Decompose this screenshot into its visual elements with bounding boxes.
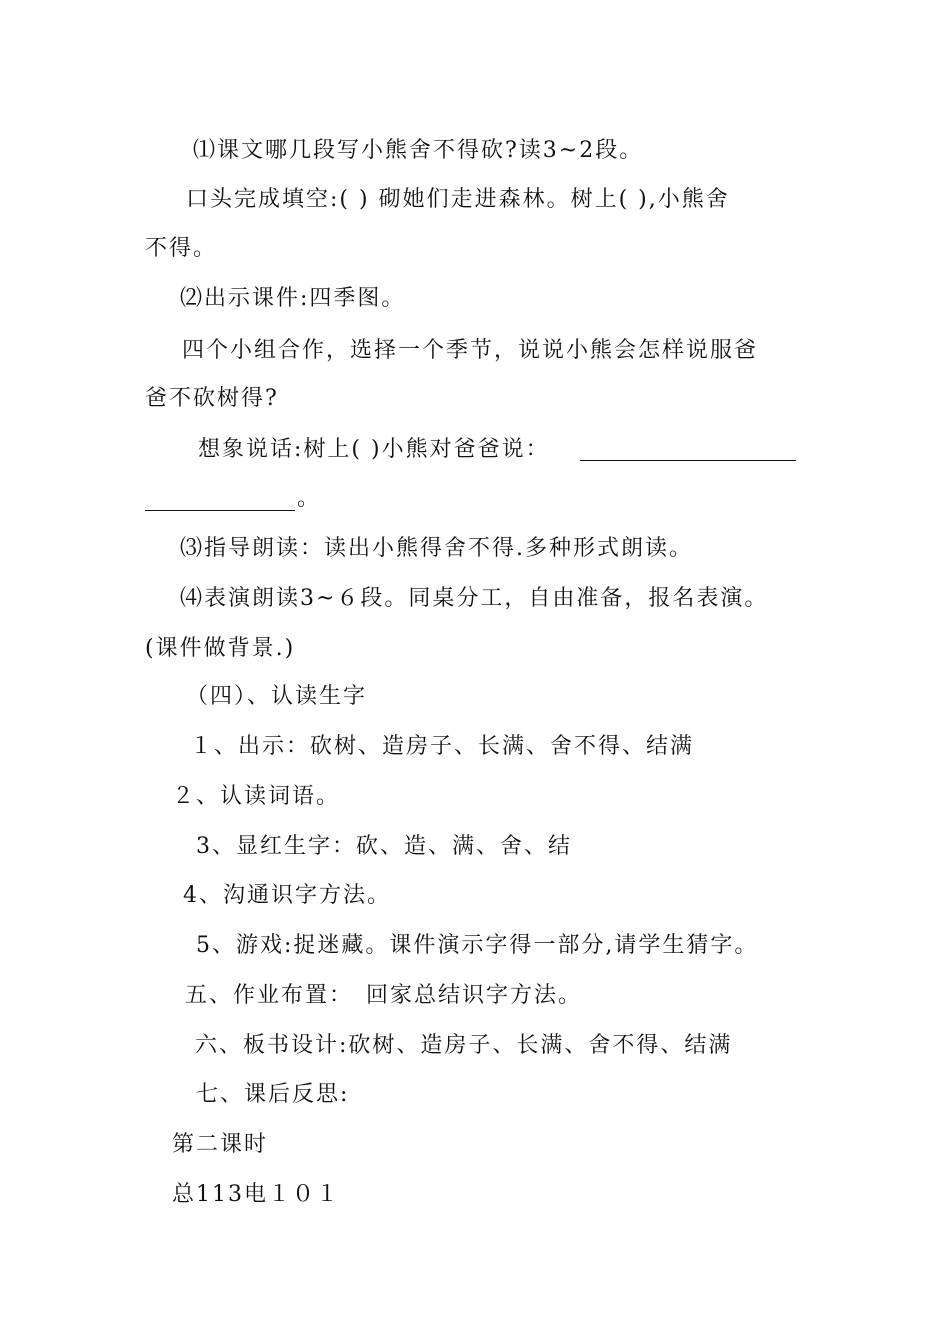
text-line: 第二课时	[172, 1132, 269, 1157]
text-line: 五、作业布置： 回家总结识字方法。	[185, 983, 583, 1008]
text-line: 总113电１０１	[172, 1182, 340, 1207]
text-line: ⑵出示课件:四季图。	[180, 286, 406, 311]
text-line	[198, 435, 550, 465]
text-line: 4、沟通识字方法。	[183, 883, 391, 908]
text-line: ２、认读词语。	[172, 784, 341, 809]
text-line: 口头完成填空:( ) 砌她们走进森林。树上( ),小熊舍	[186, 187, 730, 212]
text-line: 六、板书设计:砍树、造房子、长满、舍不得、结满	[195, 1033, 733, 1058]
text-line: ⑶指导朗读：读出小熊得舍不得.多种形式朗读。	[180, 536, 693, 561]
prompt-text: 想象说话:树上( )小熊对爸爸说：	[198, 437, 550, 462]
fill-in-blank	[145, 490, 295, 511]
text-line: 5、游戏:捉迷藏。课件演示字得一部分,请学生猜字。	[196, 933, 759, 958]
text-line: 3、显红生字：砍、造、满、舍、结	[196, 834, 572, 859]
fill-in-blank	[580, 440, 796, 461]
text-line: １、出示：砍树、造房子、长满、舍不得、结满	[190, 734, 695, 759]
text-line: 七、课后反思:	[196, 1082, 350, 1107]
text-line: ⑴课文哪几段写小熊舍不得砍?读3~2段。	[193, 138, 644, 163]
text-line: 爸不砍树得?	[145, 386, 279, 411]
section-heading: （四）、认读生字	[186, 684, 368, 709]
text-line: (课件做背景.)	[145, 636, 296, 661]
text-line: 四个小组合作，选择一个季节，说说小熊会怎样说服爸	[182, 338, 759, 363]
text-line: ⑷表演朗读3~６段。同桌分工，自由准备，报名表演。	[180, 586, 769, 611]
text-line: 。	[297, 486, 322, 511]
text-line: 不得。	[145, 236, 218, 261]
